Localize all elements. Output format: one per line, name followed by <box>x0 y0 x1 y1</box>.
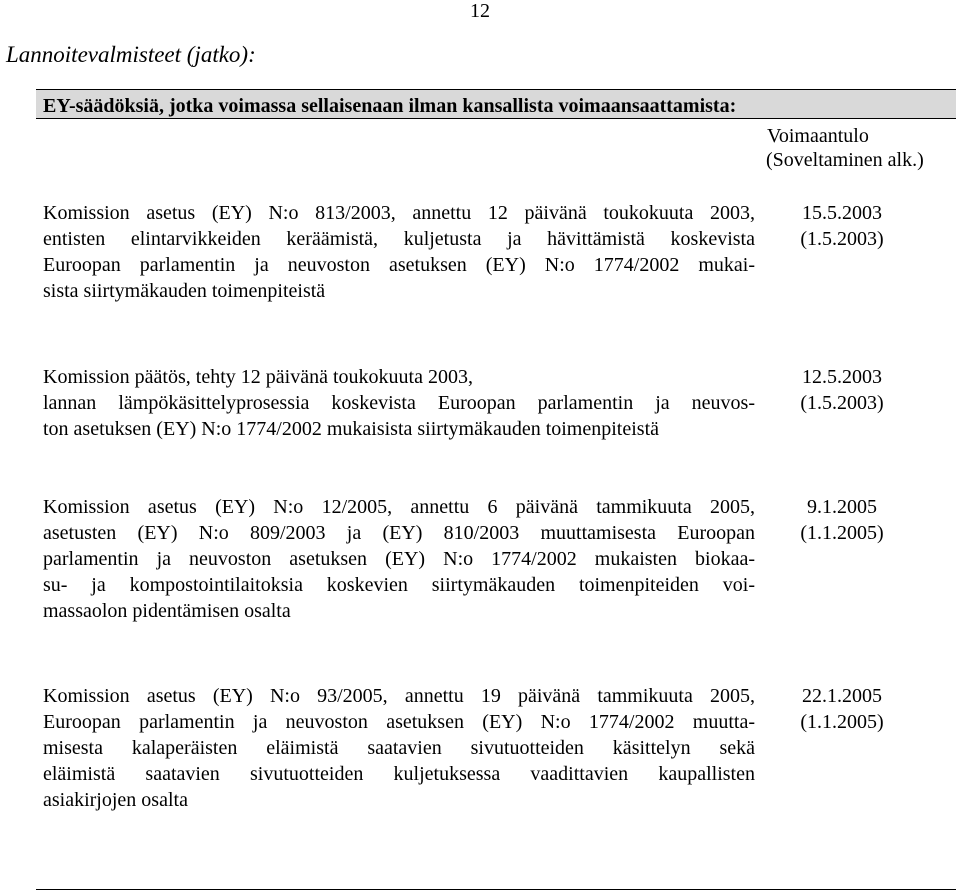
entry-text-line: eläimistä saatavien sivutuotteiden kuljetuksessa vaadittavien kaupallisten <box>43 763 755 785</box>
entry-text-line: Komission päätös, tehty 12 päivänä toukokuuta 2003, <box>43 366 473 388</box>
date-in-force: 12.5.2003 <box>802 366 882 388</box>
date-applied: (1.5.2003) <box>800 392 884 414</box>
entry-text-line: lannan lämpökäsittelyprosessia koskevista Euroopan parlamentin ja neuvos- <box>43 392 755 414</box>
section-heading: EY-säädöksiä, jotka voimassa sellaisenaan ilman kansallista voimaansaattamista: <box>43 95 737 117</box>
regulation-entry <box>43 200 755 304</box>
entry-dates <box>767 200 917 252</box>
regulation-entry <box>43 494 755 624</box>
page-number: 12 <box>470 0 490 22</box>
entry-text-line: Euroopan parlamentin ja neuvoston asetuksen (EY) N:o 1774/2002 mukai- <box>43 254 755 276</box>
date-in-force: 15.5.2003 <box>802 202 882 224</box>
entry-text-line: parlamentin ja neuvoston asetuksen (EY) N:o 1774/2002 mukaisten biokaa- <box>43 548 755 570</box>
entry-text-line: Komission asetus (EY) N:o 813/2003, annettu 12 päivänä toukokuuta 2003, <box>43 202 755 224</box>
date-in-force: 9.1.2005 <box>807 496 877 518</box>
regulation-entry <box>43 364 755 442</box>
column-header-in-force: Voimaantulo <box>767 125 869 147</box>
column-header-applied: (Soveltaminen alk.) <box>766 149 924 171</box>
entry-text-line: Komission asetus (EY) N:o 12/2005, annettu 6 päivänä tammikuuta 2005, <box>43 496 755 518</box>
date-column-header <box>766 124 956 172</box>
date-applied: (1.5.2003) <box>800 228 884 250</box>
date-applied: (1.1.2005) <box>800 711 884 733</box>
entry-text-line: entisten elintarvikkeiden keräämistä, kuljetusta ja hävittämistä koskevista <box>43 228 755 250</box>
entry-text-line: Euroopan parlamentin ja neuvoston asetuksen (EY) N:o 1774/2002 muutta- <box>43 711 755 733</box>
entry-text-line: ton asetuksen (EY) N:o 1774/2002 mukaisista siirtymäkauden toimenpiteistä <box>43 418 660 440</box>
entry-text-line: massaolon pidentämisen osalta <box>43 600 291 622</box>
entry-text-line: asetusten (EY) N:o 809/2003 ja (EY) 810/2003 muuttamisesta Euroopan <box>43 522 755 544</box>
entry-text-line: sista siirtymäkauden toimenpiteistä <box>43 280 326 302</box>
entry-dates <box>767 494 917 546</box>
entry-text-line: asiakirjojen osalta <box>43 789 188 811</box>
entry-text-line: su- ja kompostointilaitoksia koskevien siirtymäkauden toimenpiteiden voi- <box>43 574 755 596</box>
entry-text-line: misesta kalaperäisten eläimistä saatavien sivutuotteiden käsittelyn sekä <box>43 737 755 759</box>
entry-dates <box>767 683 917 735</box>
document-subtitle: Lannoitevalmisteet (jatko): <box>6 42 256 67</box>
entry-dates <box>767 364 917 416</box>
regulation-entry <box>43 683 755 813</box>
date-in-force: 22.1.2005 <box>802 685 882 707</box>
entry-text-line: Komission asetus (EY) N:o 93/2005, annettu 19 päivänä tammikuuta 2005, <box>43 685 755 707</box>
date-applied: (1.1.2005) <box>800 522 884 544</box>
bottom-rule <box>36 889 956 890</box>
